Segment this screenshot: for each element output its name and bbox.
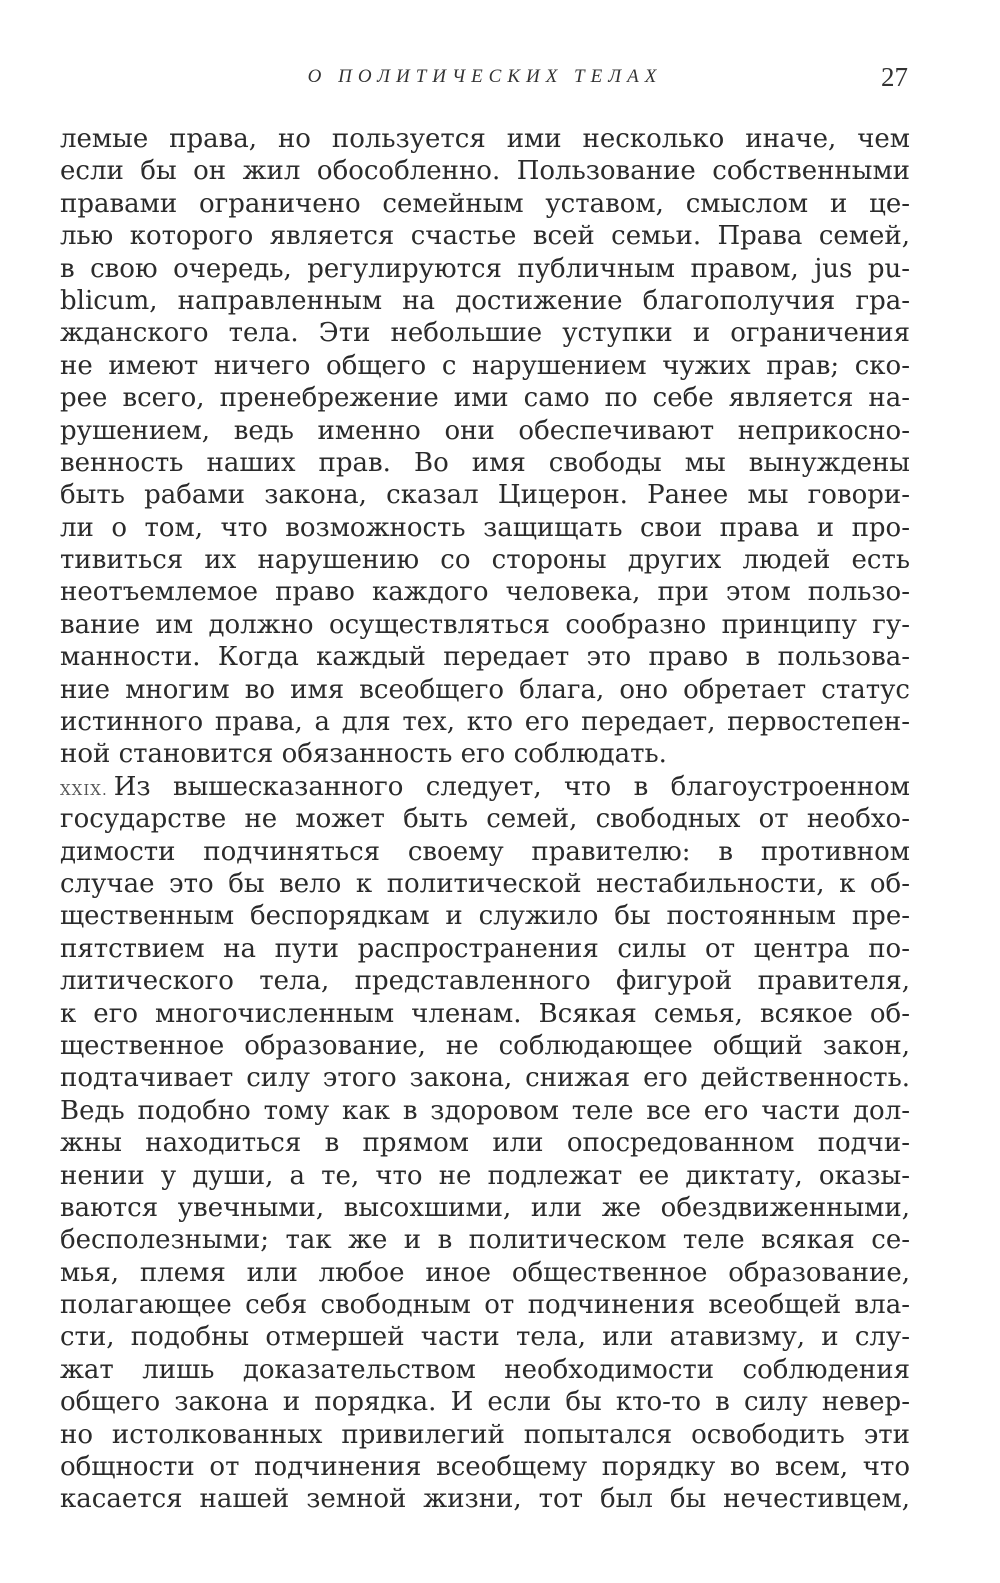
text-line: если бы он жил обособленно. Пользование собственными	[60, 156, 910, 187]
text-line: в свою очередь, регулируются публичным правом, jus pu-	[60, 253, 910, 284]
section-first-line	[60, 771, 910, 803]
text-line: Ведь подобно тому как в здоровом теле все его части дол-	[60, 1095, 910, 1126]
text-line: жданского тела. Эти небольшие уступки и ограничения	[60, 318, 910, 349]
text-line: полагающее себя свободным от подчинения всеобщей вла-	[60, 1290, 910, 1321]
page-number: 27	[881, 62, 908, 92]
text-line: манности. Когда каждый передает это право в пользова-	[60, 642, 910, 673]
body-text	[60, 123, 910, 1516]
text-line: подтачивает силу этого закона, снижая его действенность.	[60, 1063, 910, 1094]
text-line: ние многим во имя всеобщего блага, оно обретает статус	[60, 674, 910, 705]
text-line: касается нашей земной жизни, тот был бы нечестивцем,	[60, 1484, 910, 1515]
text-line: тивиться их нарушению со стороны других людей есть	[60, 545, 910, 576]
text-line: мья, племя или любое иное общественное образование,	[60, 1257, 910, 1288]
text-line: ли о том, что возможность защищать свои права и про-	[60, 512, 910, 543]
text-line: венность наших прав. Во имя свободы мы вынуждены	[60, 447, 910, 478]
text-line: истинного права, а для тех, кто его передает, первостепен-	[60, 707, 910, 738]
text-line: ной становится обязанность его соблюдать.	[60, 739, 667, 770]
text-line: лью которого является счастье всей семьи. Права семей,	[60, 221, 910, 252]
text-line: жат лишь доказательством необходимости соблюдения	[60, 1354, 910, 1385]
text-line: димости подчиняться своему правителю: в противном	[60, 836, 910, 867]
text-line: государстве не может быть семей, свободных от необхо-	[60, 804, 910, 835]
text-line: быть рабами закона, сказал Цицерон. Ранее мы говори-	[60, 480, 910, 511]
text-line: неотъемлемое право каждого человека, при этом пользо-	[60, 577, 910, 608]
text-line: общности от подчинения всеобщему порядку во всем, что	[60, 1452, 910, 1483]
text-line: случае это бы вело к политической нестабильности, к об-	[60, 868, 910, 899]
section-number: XXIX.	[60, 780, 108, 799]
text-line: правами ограничено семейным уставом, смыслом и це-	[60, 188, 910, 219]
running-title: О ПОЛИТИЧЕСКИХ ТЕЛАХ	[307, 66, 663, 87]
text-line: лемые права, но пользуется ими несколько иначе, чем	[60, 124, 910, 154]
text-line: сти, подобны отмершей части тела, или атавизму, и слу-	[60, 1322, 910, 1353]
running-head	[60, 62, 910, 100]
text-line: рушением, ведь именно они обеспечивают неприкосно-	[60, 415, 910, 446]
text-line: вание им должно осуществляться сообразно принципу гу-	[60, 609, 910, 640]
text-line: Из вышесказанного следует, что в благоустроенном	[113, 771, 910, 802]
text-line: нении у души, а те, что не подлежат ее диктату, оказы-	[60, 1160, 910, 1191]
text-line: рее всего, пренебрежение ими само по себе является на-	[60, 383, 910, 414]
text-line: общего закона и порядка. И если бы кто-то в силу невер-	[60, 1387, 910, 1418]
text-line: к его многочисленным членам. Всякая семья, всякое об-	[60, 998, 910, 1029]
text-line: жны находиться в прямом или опосредованном подчи-	[60, 1128, 910, 1159]
text-line: ваются увечными, высохшими, или же обездвиженными,	[60, 1192, 910, 1223]
text-line: литического тела, представленного фигурой правителя,	[60, 966, 910, 997]
text-line: щественное образование, не соблюдающее общий закон,	[60, 1030, 910, 1061]
text-line: щественным беспорядкам и служило бы постоянным пре-	[60, 901, 910, 932]
text-line: не имеют ничего общего с нарушением чужих прав; ско-	[60, 350, 910, 381]
text-line: бесполезными; так же и в политическом теле всякая се-	[60, 1225, 910, 1256]
text-line: но истолкованных привилегий попытался освободить эти	[60, 1419, 910, 1450]
text-line: blicum, направленным на достижение благополучия гра-	[60, 285, 910, 316]
text-line: пятствием на пути распространения силы от центра по-	[60, 933, 910, 964]
